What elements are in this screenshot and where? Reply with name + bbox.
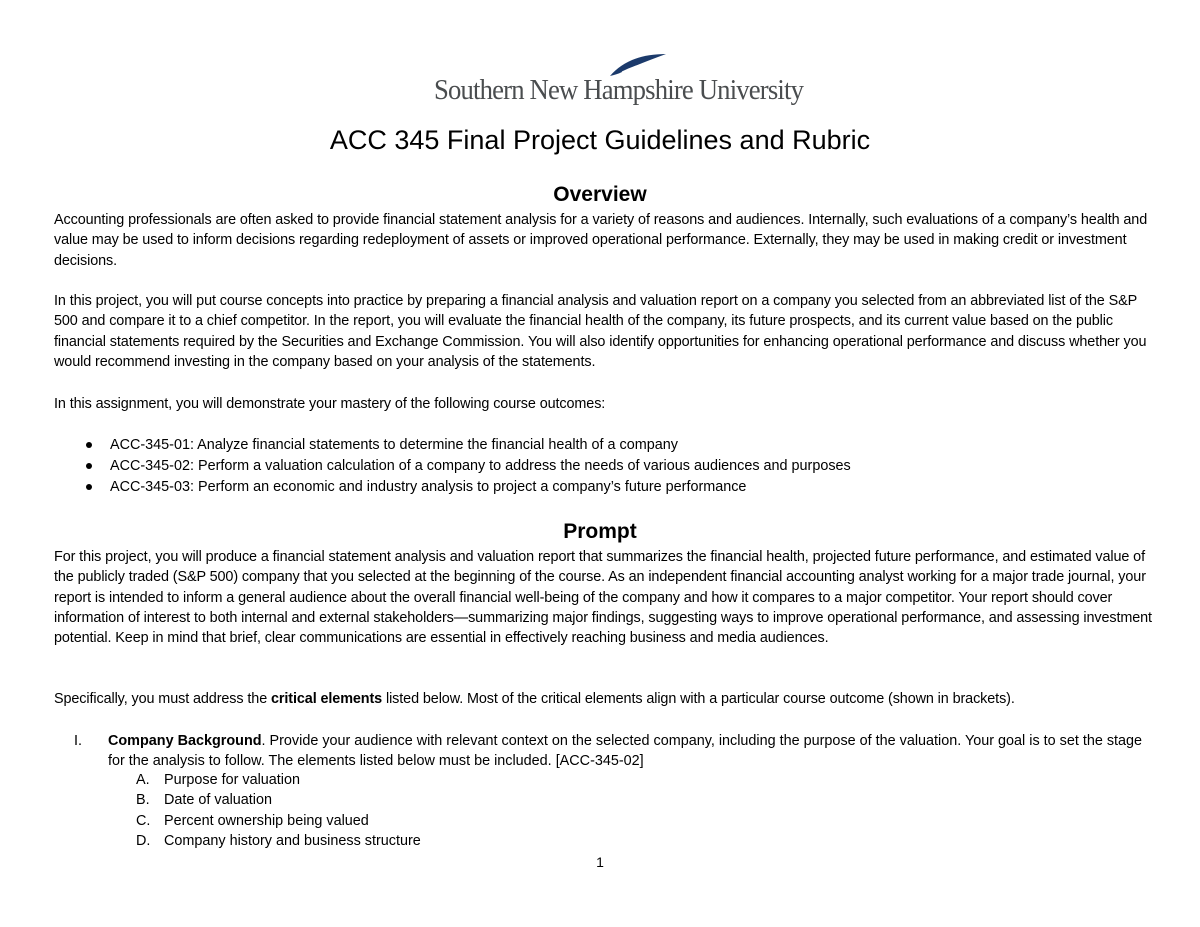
prompt-heading: Prompt [563, 520, 637, 543]
list-item: C. Percent ownership being valued [136, 812, 369, 829]
list-item: D. Company history and business structure [136, 832, 421, 849]
prompt-paragraph-1: For this project, you will produce a financial statement analysis and valuation report that summarizes the financial health, projected future performance, and estimated value of the publicly traded (S&P 500) company that you selected at the beginning of the course. As an independent financial accounting analyst working for a major trade journal, your report is intended to inform a general audience about the overall financial well-being of the company and how it compares to a major competitor. Your report should cover information of interest to both internal and external stakeholders—summarizing major findings, suggesting ways to improve operational performance, and assessing investment potential. Keep in mind that brief, clear communications are essential in effectively reaching business and media audiences. [54, 549, 1152, 647]
prompt-paragraph-2: Specifically, you must address the critical elements listed below. Most of the critical elements align with a particular course outcome (shown in brackets). [54, 691, 1015, 707]
logo-wordmark: Southern New Hampshire University [434, 74, 804, 106]
bullet-icon [86, 442, 92, 448]
overview-paragraph-3: In this assignment, you will demonstrate your mastery of the following course outcomes: [54, 396, 606, 412]
critical-element-company-background: I. Company Background. Provide your audience with relevant context on the selected company, including the purpose of the valuation. Your goal is to set the stage for the analysis to follow. The elements listed below must be included. [ACC-345-02] [74, 733, 1143, 770]
overview-paragraph-2: In this project, you will put course concepts into practice by preparing a financial analysis and valuation report on a company you selected from an abbreviated list of the S&P 500 and compare it to a chief competitor. In the report, you will evaluate the financial health of the company, its future prospects, and its current value based on the public financial statements required by the Securities and Exchange Commission. You will also identify opportunities for enhancing operational performance and discuss whether you would recommend investing in the company based on your analysis of the statements. [54, 293, 1147, 370]
bullet-icon [86, 484, 92, 490]
overview-heading: Overview [553, 183, 647, 206]
page-title: ACC 345 Final Project Guidelines and Rubric [329, 125, 871, 155]
page-number: 1 [596, 854, 604, 870]
section-numeral: I. [74, 733, 82, 749]
outcome-tag: [ACC-345-02] [555, 753, 644, 770]
list-item: ACC-345-02: Perform a valuation calculation of a company to address the needs of various audiences and purposes [54, 456, 1154, 477]
list-item: B. Date of valuation [136, 792, 273, 809]
list-item: A. Purpose for valuation [136, 772, 300, 788]
course-outcomes-list [54, 435, 1154, 498]
bullet-icon [86, 463, 92, 469]
university-logo [434, 52, 804, 106]
company-background-elements [108, 770, 421, 851]
list-item: ACC-345-01: Analyze financial statements to determine the financial health of a company [54, 435, 1154, 456]
section-title: Company Background [108, 733, 262, 749]
overview-paragraph-1: Accounting professionals are often asked to provide financial statement analysis for a variety of reasons and audiences. Internally, such evaluations of a company’s health and value may be used to inform decisions regarding redeployment of assets or improved operational performance. Externally, they may be used in making credit or investment decisions. [54, 212, 1148, 269]
list-item: ACC-345-03: Perform an economic and industry analysis to project a company’s future performance [54, 477, 1154, 498]
